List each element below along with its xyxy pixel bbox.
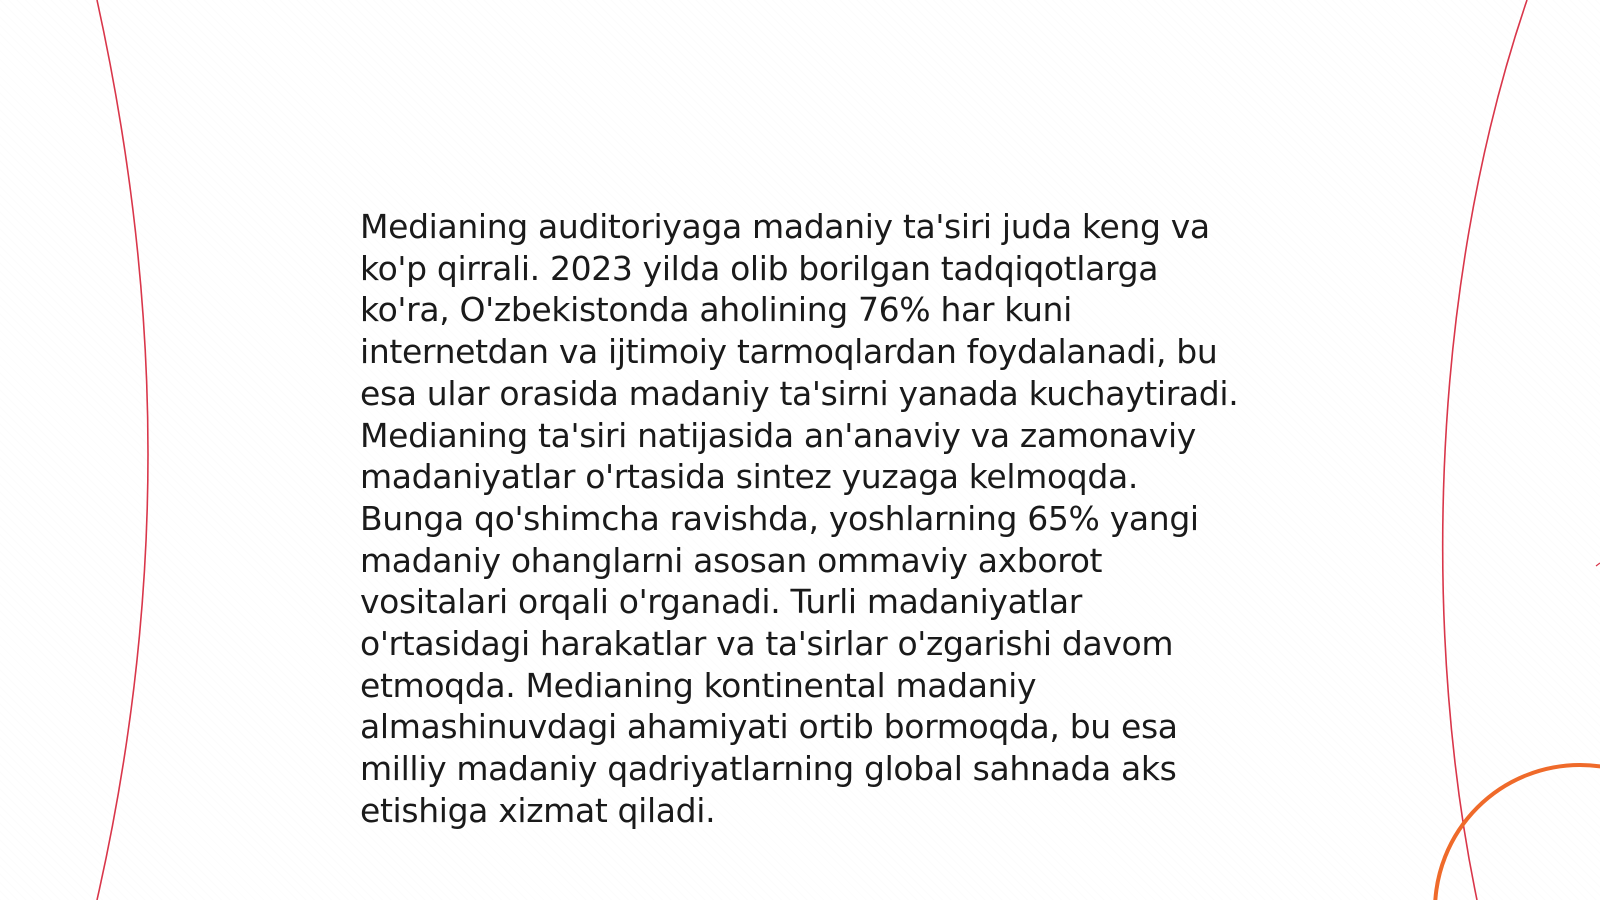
right-arc-line — [1443, 0, 1527, 900]
left-arc-line — [97, 0, 148, 900]
body-paragraph: Medianing auditoriyaga madaniy ta'siri juda keng va ko'p qirrali. 2023 yilda olib borilgan tadqiqotlarga ko'ra, O'zbekistonda aholining 76% har kuni internetdan va ijtimoiy tarmoqlardan foydalanadi, bu esa ular orasida madaniy ta'sirni yanada kuchaytiradi. Medianing ta'siri natijasida an'anaviy va zamonaviy madaniyatlar o'rtasida sintez yuzaga kelmoqda. Bunga qo'shimcha ravishda, yoshlarning 65% yangi madaniy ohanglarni asosan ommaviy axborot vositalari orqali o'rganadi. Turli madaniyatlar o'rtasidagi harakatlar va ta'sirlar o'zgarishi davom etmoqda. Medianing kontinental madaniy almashinuvdagi ahamiyati ortib bormoqda, bu esa milliy madaniy qadriyatlarning global sahnada aks etishiga xizmat qiladi. — [360, 207, 1239, 830]
orange-circle-outline — [1435, 765, 1600, 900]
edge-mark — [1596, 563, 1600, 566]
